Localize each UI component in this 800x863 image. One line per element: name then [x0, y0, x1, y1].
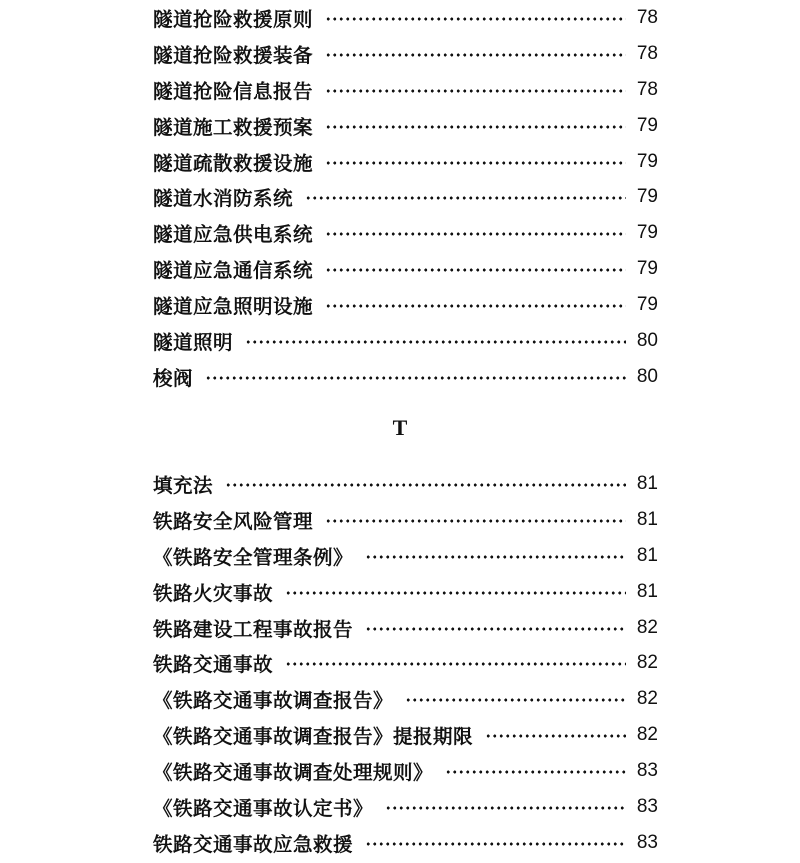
dot-leader [205, 376, 626, 380]
index-term: 铁路交通事故应急救援 [153, 832, 354, 856]
dot-leader [365, 842, 626, 846]
dot-leader [325, 53, 626, 57]
dot-leader [325, 232, 626, 236]
index-page-number: 79 [636, 150, 658, 172]
index-term: 《铁路安全管理条例》 [153, 545, 354, 569]
index-term: 铁路交通事故 [153, 653, 274, 677]
index-entry [153, 645, 658, 681]
index-term: 填充法 [153, 473, 214, 497]
dot-leader [325, 161, 626, 165]
index-page-number: 83 [636, 760, 658, 782]
index-entry [153, 681, 658, 717]
index-page-number: 82 [636, 652, 658, 674]
index-term: 隧道抢险救援装备 [153, 43, 314, 67]
index-entry [153, 538, 658, 574]
dot-leader [365, 555, 626, 559]
dot-leader [365, 627, 626, 631]
index-term: 铁路建设工程事故报告 [153, 617, 354, 641]
index-page-number: 78 [636, 78, 658, 100]
index-entry [153, 72, 658, 108]
dot-leader [285, 591, 626, 595]
index-entry [153, 0, 658, 36]
index-term: 隧道应急照明设施 [153, 295, 314, 319]
index-page-number: 81 [636, 508, 658, 530]
index-term: 隧道应急供电系统 [153, 223, 314, 247]
index-entry [153, 179, 658, 215]
dot-leader [325, 89, 626, 93]
index-term: 梭阀 [153, 366, 194, 390]
dot-leader [385, 806, 626, 810]
index-term: 《铁路交通事故调查报告》 [153, 689, 394, 713]
index-entry [153, 753, 658, 789]
index-page-number: 79 [636, 222, 658, 244]
dot-leader [325, 17, 626, 21]
dot-leader [325, 268, 626, 272]
index-term: 铁路安全风险管理 [153, 509, 314, 533]
index-page-number: 82 [636, 616, 658, 638]
dot-leader [285, 662, 626, 666]
dot-leader [305, 196, 626, 200]
index-term: 隧道抢险救援原则 [153, 7, 314, 31]
dot-leader [225, 483, 626, 487]
index-entry [153, 502, 658, 538]
index-entry [153, 359, 658, 395]
index-page-number: 79 [636, 114, 658, 136]
index-entry [153, 825, 658, 861]
index-page-number: 80 [636, 365, 658, 387]
index-page-number: 78 [636, 42, 658, 64]
index-list-s [153, 0, 658, 395]
index-page-number: 83 [636, 831, 658, 853]
dot-leader [405, 698, 626, 702]
index-term: 隧道抢险信息报告 [153, 79, 314, 103]
index-term: 《铁路交通事故调查处理规则》 [153, 761, 434, 785]
index-page-number: 79 [636, 258, 658, 280]
index-term: 《铁路交通事故调查报告》提报期限 [153, 725, 474, 749]
index-term: 《铁路交通事故认定书》 [153, 796, 374, 820]
index-entry [153, 323, 658, 359]
index-entry [153, 574, 658, 610]
index-entry [153, 108, 658, 144]
index-term: 隧道应急通信系统 [153, 259, 314, 283]
index-entry [153, 610, 658, 646]
index-entry [153, 287, 658, 323]
dot-leader [325, 304, 626, 308]
index-entry [153, 36, 658, 72]
index-entry [153, 717, 658, 753]
index-list-t [153, 466, 658, 861]
index-entry [153, 251, 658, 287]
dot-leader [325, 125, 626, 129]
index-term: 隧道照明 [153, 330, 234, 354]
index-term: 隧道疏散救援设施 [153, 151, 314, 175]
index-term: 隧道施工救援预案 [153, 115, 314, 139]
index-page-number: 81 [636, 580, 658, 602]
index-page-number: 83 [636, 795, 658, 817]
index-page-number: 81 [636, 472, 658, 494]
index-page-number: 79 [636, 186, 658, 208]
dot-leader [445, 770, 626, 774]
index-entry [153, 215, 658, 251]
dot-leader [325, 519, 626, 523]
section-letter-heading: T [392, 415, 408, 440]
index-page-number: 79 [636, 294, 658, 316]
index-page-number: 82 [636, 688, 658, 710]
index-entry [153, 144, 658, 180]
index-page-number: 78 [636, 6, 658, 28]
dot-leader [245, 340, 626, 344]
index-page-number: 82 [636, 724, 658, 746]
index-entry [153, 789, 658, 825]
index-page-number: 81 [636, 544, 658, 566]
dot-leader [485, 734, 626, 738]
index-term: 隧道水消防系统 [153, 187, 294, 211]
index-term: 铁路火灾事故 [153, 581, 274, 605]
index-page-number: 80 [636, 329, 658, 351]
index-entry [153, 466, 658, 502]
